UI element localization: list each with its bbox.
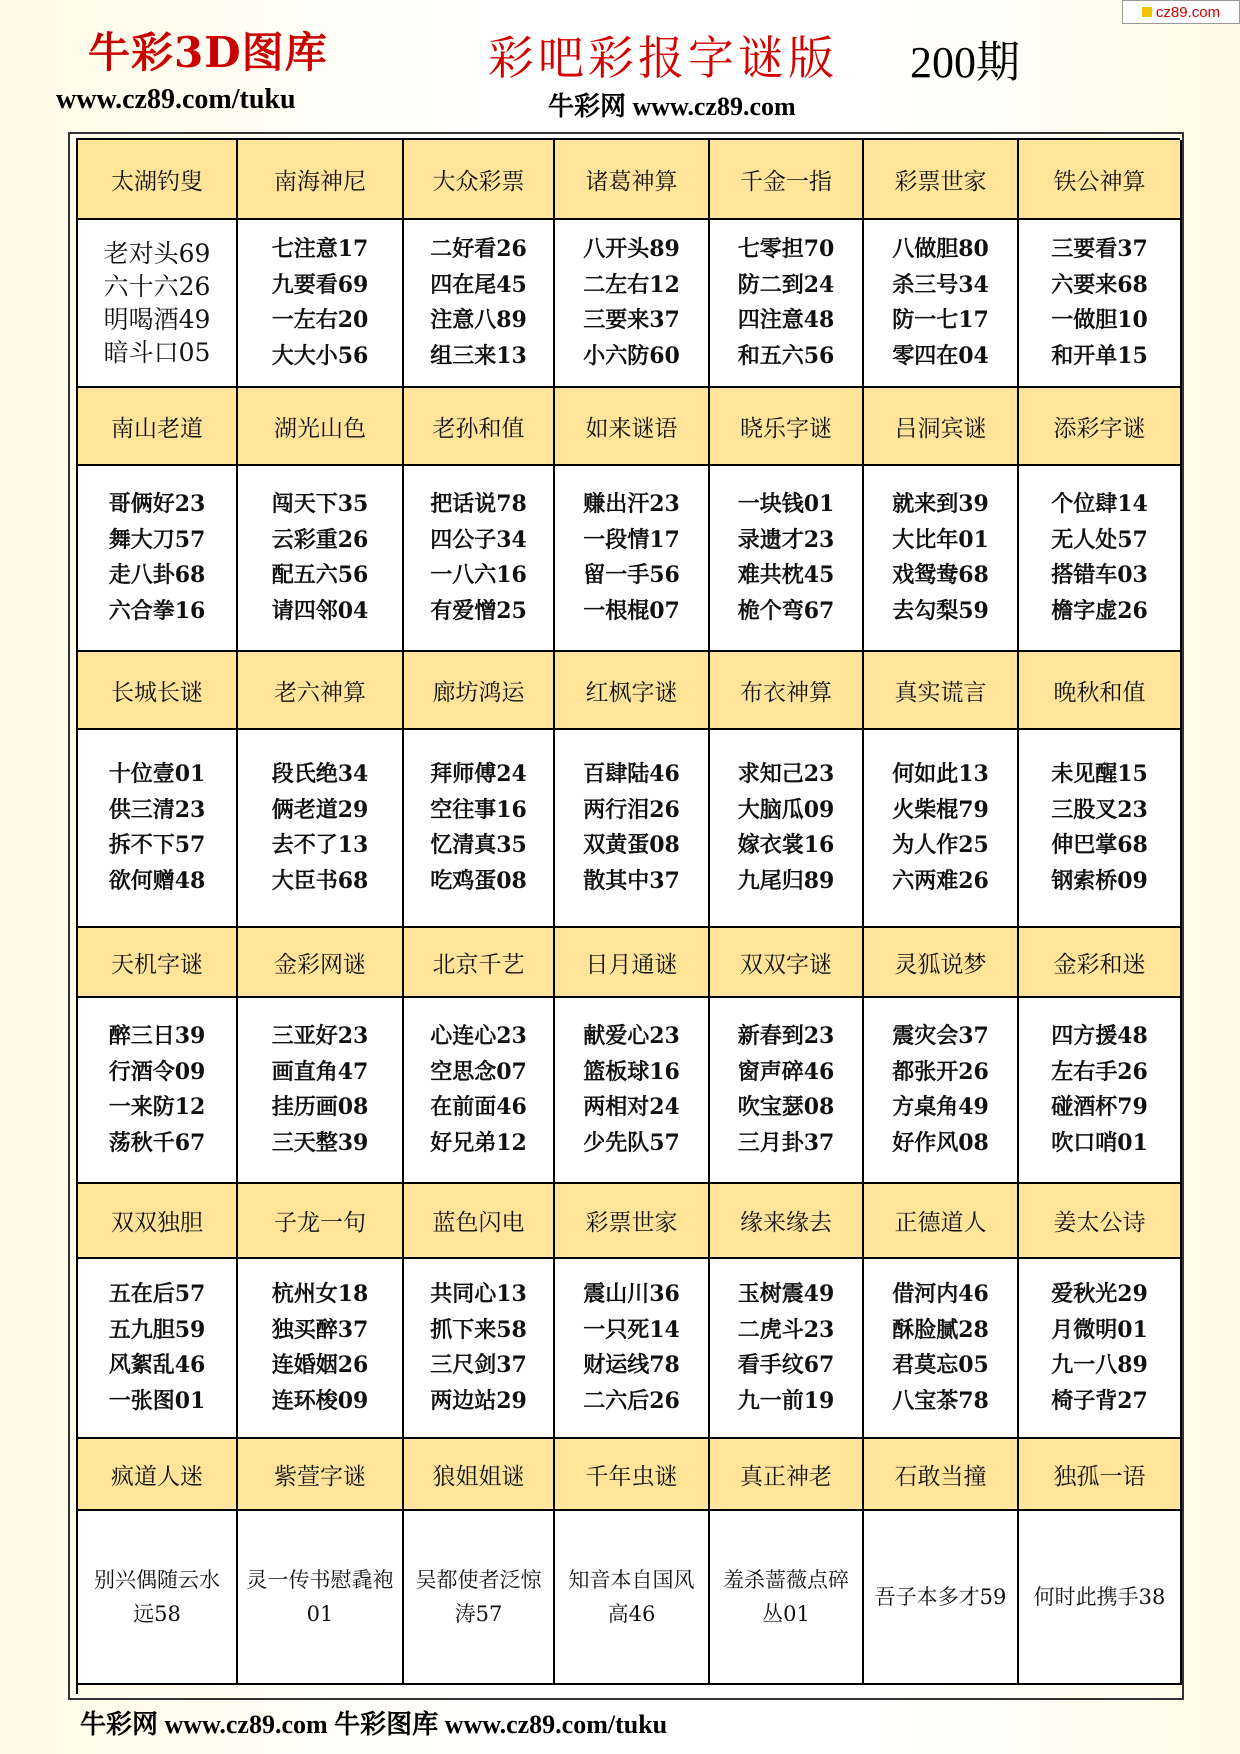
- prediction-line: 老对头69: [103, 239, 211, 268]
- prediction-cell: [404, 730, 555, 928]
- prediction-cell: [404, 1259, 555, 1439]
- prediction-line: 二左右12: [583, 271, 680, 298]
- prediction-line: 一段情17: [583, 526, 680, 553]
- prediction-line: 供三清23: [108, 796, 206, 823]
- square-icon: [1142, 7, 1152, 17]
- column-header: 北京千艺: [404, 928, 555, 998]
- prediction-line: 一八六16: [430, 562, 527, 588]
- prediction-line: 双黄蛋08: [583, 832, 680, 858]
- column-header: 布衣神算: [710, 652, 864, 730]
- column-header: 真正神老: [710, 1439, 864, 1511]
- column-header: 蓝色闪电: [404, 1184, 555, 1259]
- prediction-line: 无人处57: [1051, 526, 1148, 553]
- prediction-cell: [710, 1511, 864, 1685]
- prediction-line: 个位肆14: [1051, 491, 1148, 517]
- prediction-line: 一张图01: [108, 1387, 206, 1414]
- prediction-line: 七注意17: [271, 236, 369, 262]
- prediction-line: 去不了13: [271, 832, 369, 858]
- prediction-line: 左右手26: [1051, 1058, 1148, 1085]
- prediction-cell: [404, 998, 555, 1184]
- prediction-line: 酥脸腻28: [892, 1316, 989, 1343]
- prediction-line: 抓下来58: [430, 1316, 527, 1343]
- prediction-cell: [864, 1511, 1019, 1685]
- column-header: 双双字谜: [710, 928, 864, 998]
- prediction-line: 九要看69: [271, 271, 369, 298]
- prediction-cell: [78, 998, 238, 1184]
- prediction-line: 两相对24: [583, 1094, 680, 1120]
- prediction-line: 空往事16: [430, 796, 527, 823]
- prediction-cell: [1019, 998, 1182, 1184]
- column-header: 缘来缘去: [710, 1184, 864, 1259]
- column-header: 红枫字谜: [555, 652, 710, 730]
- prediction-line: 走八卦68: [108, 562, 206, 588]
- prediction-line: 一块钱01: [737, 491, 835, 517]
- prediction-cell: [864, 220, 1019, 388]
- prediction-cell: [710, 730, 864, 928]
- prediction-line: 六合拳16: [108, 597, 206, 624]
- prediction-line: 三亚好23: [271, 1023, 369, 1049]
- prediction-text: 灵一传书慰毳袍01: [246, 1568, 394, 1626]
- prediction-line: 空思念07: [430, 1058, 527, 1085]
- prediction-line: 拆不下57: [108, 832, 206, 858]
- prediction-line: 三要看37: [1051, 236, 1148, 262]
- prediction-text: 何时此携手38: [1033, 1585, 1166, 1609]
- prediction-text: 羞杀蔷薇点碎丛01: [723, 1568, 849, 1626]
- prediction-line: 戏鸳鸯68: [892, 562, 989, 588]
- prediction-line: 段氏绝34: [271, 761, 369, 787]
- brand-url[interactable]: www.cz89.com/tuku: [56, 84, 296, 115]
- prediction-line: 俩老道29: [271, 796, 369, 823]
- column-header: 老孙和值: [404, 388, 555, 466]
- prediction-line: 三股叉23: [1051, 796, 1148, 823]
- prediction-cell: [238, 998, 404, 1184]
- prediction-line: 少先队57: [583, 1129, 680, 1156]
- column-header: 日月通谜: [555, 928, 710, 998]
- column-header: 铁公神算: [1019, 140, 1182, 220]
- prediction-cell: [864, 998, 1019, 1184]
- prediction-line: 录遗才23: [737, 526, 835, 553]
- prediction-cell: [78, 1511, 238, 1685]
- prediction-cell: [238, 730, 404, 928]
- column-header: 大众彩票: [404, 140, 555, 220]
- prediction-cell: [1019, 1511, 1182, 1685]
- prediction-line: 闯天下35: [271, 491, 369, 517]
- prediction-line: 哥俩好23: [108, 491, 206, 517]
- prediction-line: 共同心13: [430, 1281, 527, 1307]
- prediction-line: 震灾会37: [892, 1023, 989, 1049]
- prediction-line: 伸巴掌68: [1051, 832, 1148, 858]
- prediction-cell: [710, 998, 864, 1184]
- column-header: 千金一指: [710, 140, 864, 220]
- prediction-line: 君莫忘05: [892, 1352, 989, 1378]
- prediction-line: 暗斗口05: [103, 338, 211, 367]
- prediction-line: 画直角47: [271, 1058, 369, 1085]
- prediction-line: 何如此13: [892, 761, 989, 787]
- prediction-line: 风絮乱46: [108, 1352, 206, 1378]
- prediction-line: 请四邻04: [271, 597, 369, 624]
- column-header: 独孤一语: [1019, 1439, 1182, 1511]
- column-header: 彩票世家: [555, 1184, 710, 1259]
- prediction-line: 火柴棍79: [892, 796, 989, 823]
- prediction-cell: [238, 1259, 404, 1439]
- prediction-line: 碰酒杯79: [1051, 1094, 1148, 1120]
- column-header: 彩票世家: [864, 140, 1019, 220]
- prediction-cell: [555, 1511, 710, 1685]
- prediction-line: 檐字虚26: [1051, 597, 1148, 624]
- prediction-line: 嫁衣裳16: [737, 832, 835, 858]
- prediction-line: 五九胆59: [108, 1316, 206, 1343]
- column-header: 天机字谜: [78, 928, 238, 998]
- prediction-line: 二虎斗23: [737, 1316, 835, 1343]
- prediction-line: 小六防60: [583, 342, 680, 369]
- prediction-text: 吾子本多才59: [874, 1585, 1007, 1609]
- prediction-line: 看手纹67: [737, 1352, 835, 1378]
- footer-links[interactable]: 牛彩网 www.cz89.com 牛彩图库 www.cz89.com/tuku: [80, 1710, 668, 1739]
- prediction-line: 大臣书68: [271, 867, 369, 894]
- prediction-line: 吃鸡蛋08: [430, 867, 527, 894]
- prediction-line: 八宝茶78: [892, 1387, 989, 1414]
- prediction-line: 荡秋千67: [108, 1129, 206, 1156]
- site-url[interactable]: 牛彩网 www.cz89.com: [548, 92, 796, 121]
- prediction-line: 云彩重26: [271, 526, 369, 553]
- column-header: 千年虫谜: [555, 1439, 710, 1511]
- prediction-line: 在前面46: [430, 1094, 527, 1120]
- column-header: 吕洞宾谜: [864, 388, 1019, 466]
- prediction-line: 六十六26: [103, 272, 211, 301]
- prediction-text: 别兴偶随云水远58: [94, 1568, 220, 1626]
- prediction-line: 十位壹01: [108, 761, 206, 787]
- prediction-line: 为人作25: [892, 832, 989, 858]
- prediction-line: 四方援48: [1051, 1023, 1148, 1049]
- column-header: 狼姐姐谜: [404, 1439, 555, 1511]
- prediction-cell: [555, 220, 710, 388]
- prediction-line: 玉树震49: [737, 1281, 835, 1307]
- column-header: 石敢当撞: [864, 1439, 1019, 1511]
- prediction-line: 去勾梨59: [892, 597, 989, 624]
- prediction-line: 一来防12: [108, 1094, 206, 1120]
- prediction-line: 五在后57: [108, 1281, 206, 1307]
- prediction-line: 七零担70: [737, 236, 835, 262]
- prediction-cell: [78, 466, 238, 652]
- prediction-line: 和五六56: [737, 342, 835, 369]
- prediction-line: 注意八89: [430, 307, 527, 333]
- prediction-line: 窗声碎46: [737, 1058, 835, 1085]
- prediction-line: 留一手56: [583, 562, 680, 588]
- prediction-line: 舞大刀57: [108, 526, 206, 553]
- prediction-line: 都张开26: [892, 1058, 989, 1085]
- prediction-line: 杀三号34: [892, 271, 989, 298]
- prediction-line: 三天整39: [271, 1129, 369, 1156]
- prediction-line: 月微明01: [1051, 1316, 1148, 1343]
- prediction-line: 挂历画08: [271, 1094, 369, 1120]
- prediction-line: 桅个弯67: [737, 597, 835, 624]
- prediction-cell: [238, 220, 404, 388]
- prediction-line: 防二到24: [737, 271, 835, 298]
- prediction-line: 就来到39: [892, 491, 989, 517]
- prediction-line: 震山川36: [583, 1281, 680, 1307]
- column-header: 真实谎言: [864, 652, 1019, 730]
- prediction-line: 连环梭09: [271, 1387, 369, 1414]
- prediction-line: 九一前19: [737, 1387, 835, 1414]
- prediction-cell: [238, 466, 404, 652]
- prediction-line: 一做胆10: [1051, 307, 1148, 333]
- prediction-line: 九一八89: [1051, 1352, 1148, 1378]
- prediction-line: 连婚姻26: [271, 1352, 369, 1378]
- prediction-line: 难共枕45: [737, 562, 835, 588]
- prediction-cell: [1019, 466, 1182, 652]
- prediction-cell: [78, 730, 238, 928]
- prediction-line: 忆清真35: [430, 832, 527, 858]
- prediction-line: 爱秋光29: [1051, 1281, 1148, 1307]
- prediction-line: 好兄弟12: [430, 1129, 527, 1156]
- prediction-line: 散其中37: [583, 867, 680, 894]
- prediction-line: 大大小56: [271, 342, 369, 369]
- prediction-cell: [404, 220, 555, 388]
- prediction-cell: [1019, 730, 1182, 928]
- column-header: 添彩字谜: [1019, 388, 1182, 466]
- prediction-line: 一根棍07: [583, 597, 680, 624]
- column-header: 晚秋和值: [1019, 652, 1182, 730]
- prediction-line: 拜师傅24: [430, 761, 527, 787]
- prediction-cell: [238, 1511, 404, 1685]
- prediction-line: 好作风08: [892, 1129, 989, 1156]
- prediction-cell: [710, 466, 864, 652]
- prediction-line: 六要来68: [1051, 271, 1148, 298]
- prediction-line: 配五六56: [271, 562, 369, 588]
- prediction-line: 四公子34: [430, 526, 527, 553]
- prediction-line: 椅子背27: [1051, 1387, 1148, 1414]
- prediction-line: 财运线78: [583, 1352, 680, 1378]
- prediction-cell: [710, 220, 864, 388]
- prediction-line: 三月卦37: [737, 1129, 835, 1156]
- prediction-line: 吹口哨01: [1051, 1129, 1148, 1156]
- prediction-line: 一左右20: [271, 307, 369, 333]
- column-header: 湖光山色: [238, 388, 404, 466]
- prediction-line: 方桌角49: [892, 1094, 989, 1120]
- prediction-line: 求知己23: [737, 761, 835, 787]
- column-header: 诸葛神算: [555, 140, 710, 220]
- prediction-line: 心连心23: [430, 1023, 527, 1049]
- prediction-text: 知音本自国风高46: [568, 1568, 695, 1626]
- column-header: 金彩网谜: [238, 928, 404, 998]
- prediction-line: 钢索桥09: [1051, 867, 1148, 894]
- column-header: 如来谜语: [555, 388, 710, 466]
- prediction-line: 两边站29: [430, 1387, 527, 1414]
- prediction-line: 二六后26: [583, 1387, 680, 1414]
- prediction-line: 和开单15: [1051, 342, 1148, 369]
- prediction-line: 欲何赠48: [108, 867, 206, 894]
- prediction-line: 行酒令09: [108, 1058, 206, 1085]
- column-header: 正德道人: [864, 1184, 1019, 1259]
- prediction-line: 有爱憎25: [430, 597, 527, 624]
- prediction-cell: [78, 220, 238, 388]
- prediction-cell: [864, 730, 1019, 928]
- column-header: 老六神算: [238, 652, 404, 730]
- prediction-line: 三要来37: [583, 307, 680, 333]
- prediction-line: 把话说78: [430, 491, 527, 517]
- prediction-cell: [710, 1259, 864, 1439]
- prediction-line: 明喝酒49: [103, 305, 211, 334]
- prediction-line: 百肆陆46: [583, 761, 680, 787]
- column-header: 南山老道: [78, 388, 238, 466]
- prediction-line: 二好看26: [430, 236, 527, 262]
- column-header: 姜太公诗: [1019, 1184, 1182, 1259]
- prediction-text: 吴都使者泛惊涛57: [415, 1568, 542, 1626]
- prediction-line: 篮板球16: [583, 1058, 680, 1085]
- column-header: 廊坊鸿运: [404, 652, 555, 730]
- prediction-line: 未见醒15: [1051, 761, 1148, 787]
- page-title: 彩吧彩报字谜版: [488, 31, 838, 85]
- prediction-line: 八开头89: [583, 236, 680, 262]
- prediction-line: 吹宝瑟08: [737, 1094, 835, 1120]
- prediction-line: 组三来13: [430, 342, 527, 369]
- prediction-line: 杭州女18: [271, 1281, 369, 1307]
- prediction-line: 四在尾45: [430, 271, 527, 298]
- prediction-cell: [864, 466, 1019, 652]
- site-tag-text: cz89.com: [1155, 3, 1221, 21]
- prediction-cell: [555, 730, 710, 928]
- column-header: 金彩和迷: [1019, 928, 1182, 998]
- prediction-line: 大脑瓜09: [737, 796, 835, 823]
- column-header: 太湖钓叟: [78, 140, 238, 220]
- column-header: 疯道人迷: [78, 1439, 238, 1511]
- prediction-cell: [404, 466, 555, 652]
- prediction-line: 两行泪26: [583, 796, 680, 823]
- brand-title: 牛彩3D图库: [88, 28, 328, 77]
- prediction-line: 独买醉37: [271, 1316, 369, 1343]
- prediction-line: 一只死14: [583, 1316, 680, 1343]
- prediction-line: 搭错车03: [1051, 562, 1148, 588]
- prediction-line: 九尾归89: [737, 867, 835, 894]
- prediction-line: 八做胆80: [892, 236, 989, 262]
- column-header: 长城长谜: [78, 652, 238, 730]
- prediction-cell: [1019, 220, 1182, 388]
- column-header: 子龙一句: [238, 1184, 404, 1259]
- prediction-line: 零四在04: [892, 342, 989, 369]
- prediction-line: 新春到23: [737, 1023, 835, 1049]
- prediction-line: 四注意48: [737, 307, 835, 333]
- prediction-line: 大比年01: [892, 526, 989, 553]
- prediction-cell: [1019, 1259, 1182, 1439]
- column-header: 南海神尼: [238, 140, 404, 220]
- prediction-line: 醉三日39: [108, 1023, 206, 1049]
- riddle-table: [76, 138, 1180, 1694]
- prediction-cell: [555, 466, 710, 652]
- column-header: 双双独胆: [78, 1184, 238, 1259]
- prediction-cell: [864, 1259, 1019, 1439]
- column-header: 灵狐说梦: [864, 928, 1019, 998]
- column-header: 紫萱字谜: [238, 1439, 404, 1511]
- prediction-cell: [555, 998, 710, 1184]
- column-header: 晓乐字谜: [710, 388, 864, 466]
- issue-number: 200期: [910, 38, 1020, 87]
- prediction-line: 六两难26: [892, 867, 989, 894]
- prediction-line: 赚出汗23: [583, 491, 680, 517]
- site-tag: [1122, 0, 1240, 24]
- prediction-cell: [555, 1259, 710, 1439]
- prediction-cell: [78, 1259, 238, 1439]
- prediction-line: 献爱心23: [583, 1023, 680, 1049]
- prediction-line: 防一七17: [892, 307, 989, 333]
- prediction-line: 借河内46: [892, 1281, 989, 1307]
- prediction-line: 三尺剑37: [430, 1352, 527, 1378]
- prediction-cell: [404, 1511, 555, 1685]
